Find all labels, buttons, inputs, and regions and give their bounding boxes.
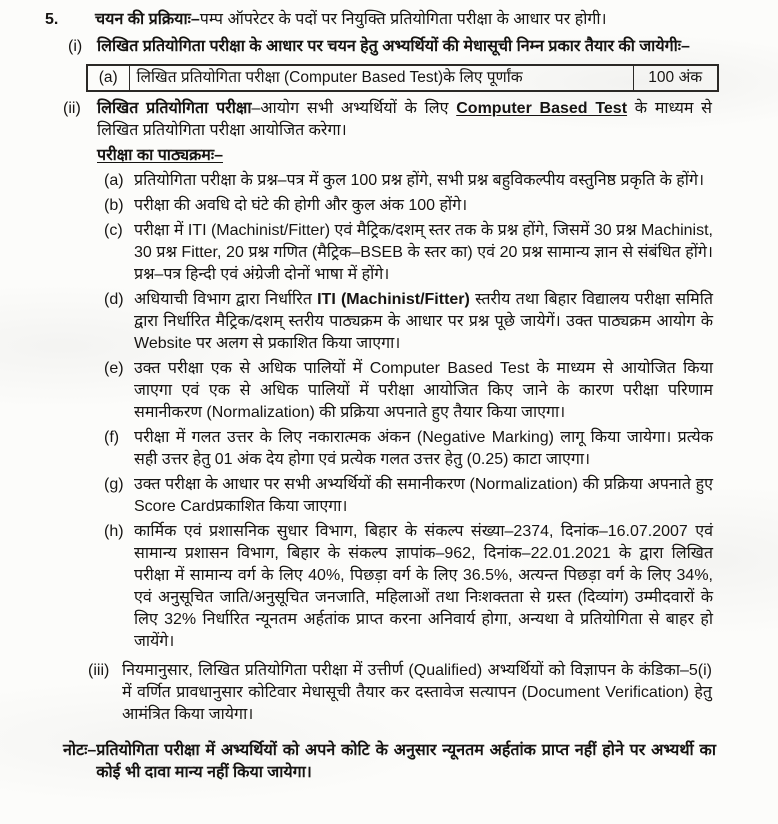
clause-ii	[63, 98, 712, 142]
syllabus-item-b	[104, 195, 713, 217]
item-label: (a)	[104, 172, 124, 189]
item-text-pre: परीक्षा में गलत उत्तर के लिए नकारात्मक अंकन (Negative Marking) लागू किया जायेगा। प्रत्येक सही उत्तर हेतु 01 अंक देय होगा एवं प्रत्येक गलत उत्तर हेतु (0.25) काटा जाएगा।	[134, 429, 713, 468]
item-text	[134, 195, 713, 217]
item-label: (d)	[104, 291, 124, 308]
section-title	[95, 9, 607, 31]
clause-ii-text-2: के माध्यम से लिखित प्रतियोगिता परीक्षा आयोजित करेगा।	[97, 100, 712, 139]
item-text-pre: अधियाची विभाग द्वारा निर्धारित	[134, 291, 318, 308]
clause-i-text: लिखित प्रतियोगिता परीक्षा के आधार पर चयन हेतु अभ्यर्थियों की मेधासूची निम्न प्रकार तैयार की जायेगीः–	[97, 38, 690, 55]
syllabus-item-h	[104, 521, 713, 653]
note-label: नोटः–	[63, 742, 97, 759]
item-label: (b)	[104, 197, 124, 214]
item-text-pre: उक्त परीक्षा एक से अधिक पालियों में Computer Based Test के माध्यम से आयोजित किया जाएगा एवं एक से अधिक पालियों में परीक्षा आयोजित किए जाने के कारण परीक्षा परिणाम समानीकरण (Normalization) की प्रक्रिया अपनाते हुए तैयार किया जाएगा।	[134, 360, 713, 421]
item-text-pre: परीक्षा की अवधि दो घंटे की होगी और कुल अंक 100 होंगे।	[134, 197, 468, 214]
section-title-bold: चयन की प्रक्रियाः–	[95, 11, 200, 28]
marks-table	[86, 64, 719, 92]
table-cell-description: लिखित प्रतियोगिता परीक्षा (Computer Based Test)के लिए पूर्णांक	[129, 65, 633, 91]
cbt-emphasis: Computer Based Test	[456, 100, 628, 117]
item-text	[134, 289, 713, 355]
section-title-rest: पम्प ऑपरेटर के पदों पर नियुक्ति प्रतियोगिता परीक्षा के आधार पर होगी।	[199, 11, 607, 28]
clause-i-label: (i)	[68, 38, 83, 55]
clause-iii-text: नियमानुसार, लिखित प्रतियोगिता परीक्षा में उत्तीर्ण (Qualified) अभ्यर्थियों को विज्ञापन के कंडिका–5(i) में वर्णित प्रावधानुसार कोटिवार मेधासूची तैयार कर दस्तावेज सत्यापन (Document Verification) हेतु आमंत्रित किया जायेगा।	[122, 662, 712, 723]
clause-iii	[88, 660, 712, 726]
item-label: (c)	[104, 222, 123, 239]
item-text-pre: उक्त परीक्षा के आधार पर सभी अभ्यर्थियों की समानीकरण (Normalization) की प्रक्रिया अपनाते हुए Score Cardप्रकाशित किया जाएगा।	[134, 476, 713, 515]
item-text	[134, 521, 713, 653]
item-text-bold: ITI (Machinist/Fitter)	[317, 291, 470, 308]
clause-iii-label: (iii)	[88, 662, 110, 679]
section-5-heading	[45, 9, 738, 31]
table-row	[87, 65, 718, 91]
item-text	[134, 170, 713, 192]
item-text	[134, 427, 713, 471]
syllabus-item-d	[104, 289, 713, 355]
syllabus-item-e	[104, 358, 713, 424]
note-text: प्रतियोगिता परीक्षा में अभ्यर्थियों को अपने कोटि के अनुसार न्यूनतम अर्हतांक प्राप्त नहीं होने पर अभ्यर्थी का कोई भी दावा मान्य नहीं किया जायेगा।	[96, 742, 716, 781]
syllabus-item-c	[104, 220, 713, 286]
item-label: (g)	[104, 476, 124, 493]
clause-i	[68, 36, 710, 58]
note-block	[63, 740, 716, 784]
item-text	[134, 220, 713, 286]
item-text-pre: परीक्षा में ITI (Machinist/Fitter) एवं मैट्रिक/दशम् स्तर तक के प्रश्न होंगे, जिसमें 30 प्रश्न Machinist, 30 प्रश्न Fitter, 20 प्रश्न गणित (मैट्रिक–BSEB के स्तर का) एवं 20 प्रश्न सामान्य ज्ञान से संबंधित होंगे। प्रश्न–पत्र हिन्दी एवं अंग्रेजी दोनों भाषा में होंगे।	[134, 222, 713, 283]
clause-ii-label: (ii)	[63, 100, 81, 117]
table-cell-marks: 100 अंक	[633, 65, 718, 91]
clause-ii-text	[97, 98, 712, 142]
item-text-pre: कार्मिक एवं प्रशासनिक सुधार विभाग, बिहार के संकल्प संख्या–2374, दिनांक–16.07.2007 एवं सामान्य प्रशासन विभाग, बिहार के संकल्प ज्ञापांक–962, दिनांक–22.01.2021 के द्वारा लिखित परीक्षा में सामान्य वर्ग के लिए 40%, पिछड़ा वर्ग के लिए 36.5%, अत्यन्त पिछड़ा वर्ग के लिए 34%, एवं अनुसूचित जाति/अनुसूचित जनजाति, महिलाओं तथा निःशक्तता से ग्रस्त (दिव्यांग) उम्मीदवारों के लिए 32% निर्धारित न्यूनतम अर्हतांक प्राप्त करना अनिवार्य होगा, अन्यथा वे प्रतियोगिता से बाहर हो जायेंगे।	[134, 523, 713, 650]
syllabus-item-a	[104, 170, 713, 192]
syllabus-heading: परीक्षा का पाठ्यक्रमः–	[97, 147, 223, 164]
item-text	[134, 474, 713, 518]
table-cell-label: (a)	[87, 65, 129, 91]
syllabus-item-g	[104, 474, 713, 518]
clause-ii-lead-bold: लिखित प्रतियोगिता परीक्षा	[97, 100, 252, 117]
section-number: 5.	[45, 11, 59, 28]
syllabus-item-f	[104, 427, 713, 471]
item-text-pre: प्रतियोगिता परीक्षा के प्रश्न–पत्र में कुल 100 प्रश्न होंगे, सभी प्रश्न बहुविकल्पीय वस्तुनिष्ठ प्रकृति के होंगे।	[134, 172, 705, 189]
item-text-post: स्तरीय तथा बिहार विद्यालय परीक्षा समिति द्वारा निर्धारित मैट्रिक/दशम् स्तरीय पाठ्यक्रम के आधार पर प्रश्न पूछे जायेगें। उक्त पाठ्यक्रम आयोग के Website पर अलग से प्रकाशित किया जाएगा।	[134, 291, 714, 352]
item-text	[134, 358, 713, 424]
clause-ii-text-1: –आयोग सभी अभ्यर्थियों के लिए	[251, 100, 457, 117]
item-label: (h)	[104, 523, 124, 540]
item-label: (e)	[104, 360, 124, 377]
item-label: (f)	[104, 429, 120, 446]
